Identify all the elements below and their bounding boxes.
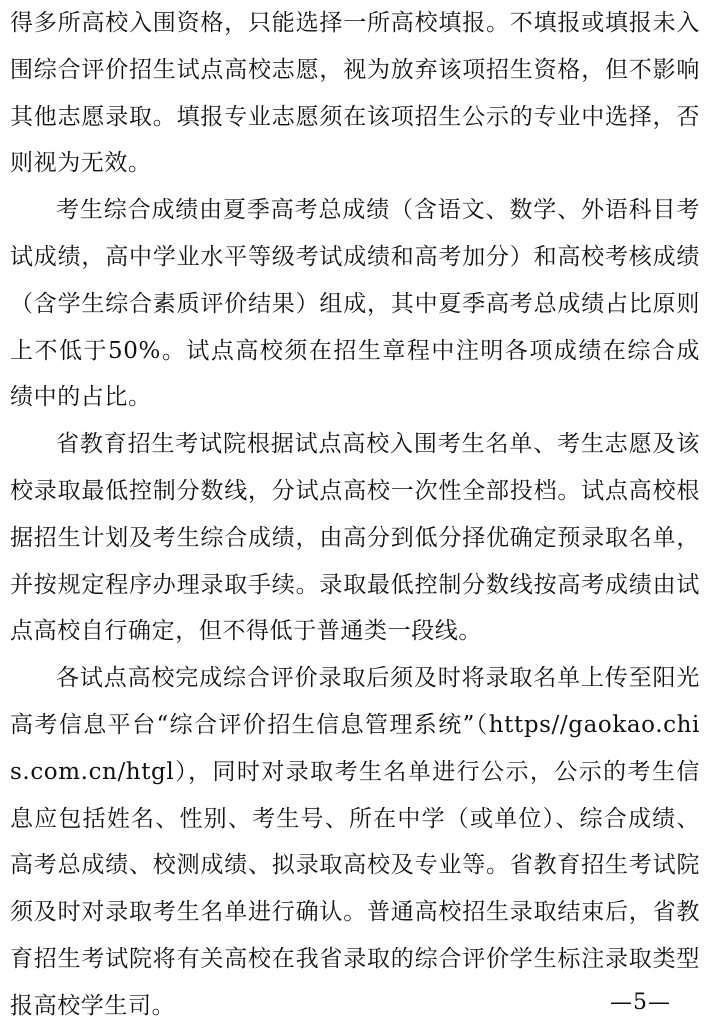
paragraph-publicity-upload: 各试点高校完成综合评价录取后须及时将录取名单上传至阳光高考信息平台“综合评价招生信息管理系统”（https//gaokao.chis.com.cn/htgl），同时对录取考生名单进行公示，公示的考生信息应包括姓名、性别、考生号、所在中学（或单位）、综合成绩、高考总成绩、校测成绩、拟录取高校及专业等。省教育招生考试院须及时对录取考生名单进行确认。普通高校招生录取结束后，省教育招生考试院将有关高校在我省录取的综合评价学生标注录取类型报高校学生司。 xyxy=(10,665,700,1019)
paragraph-composite-score: 考生综合成绩由夏季高考总成绩（含语文、数学、外语科目考试成绩，高中学业水平等级考试成绩和高考加分）和高校考核成绩（含学生综合素质评价结果）组成，其中夏季高考总成绩占比原则上不低于50%。试点高校须在招生章程中注明各项成绩在综合成绩中的占比。 xyxy=(10,197,700,411)
document-page xyxy=(10,0,700,1030)
page-number: —5— xyxy=(610,990,671,1015)
paragraph-continuation: 得多所高校入围资格，只能选择一所高校填报。不填报或填报未入围综合评价招生试点高校志愿，视为放弃该项招生资格，但不影响其他志愿录取。填报专业志愿须在该项招生公示的专业中选择，否则视为无效。 xyxy=(10,10,700,177)
paragraph-admission-filing: 省教育招生考试院根据试点高校入围考生名单、考生志愿及该校录取最低控制分数线，分试点高校一次性全部投档。试点高校根据招生计划及考生综合成绩，由高分到低分择优确定预录取名单，并按规定程序办理录取手续。录取最低控制分数线按高考成绩由试点高校自行确定，但不得低于普通类一段线。 xyxy=(10,431,700,645)
